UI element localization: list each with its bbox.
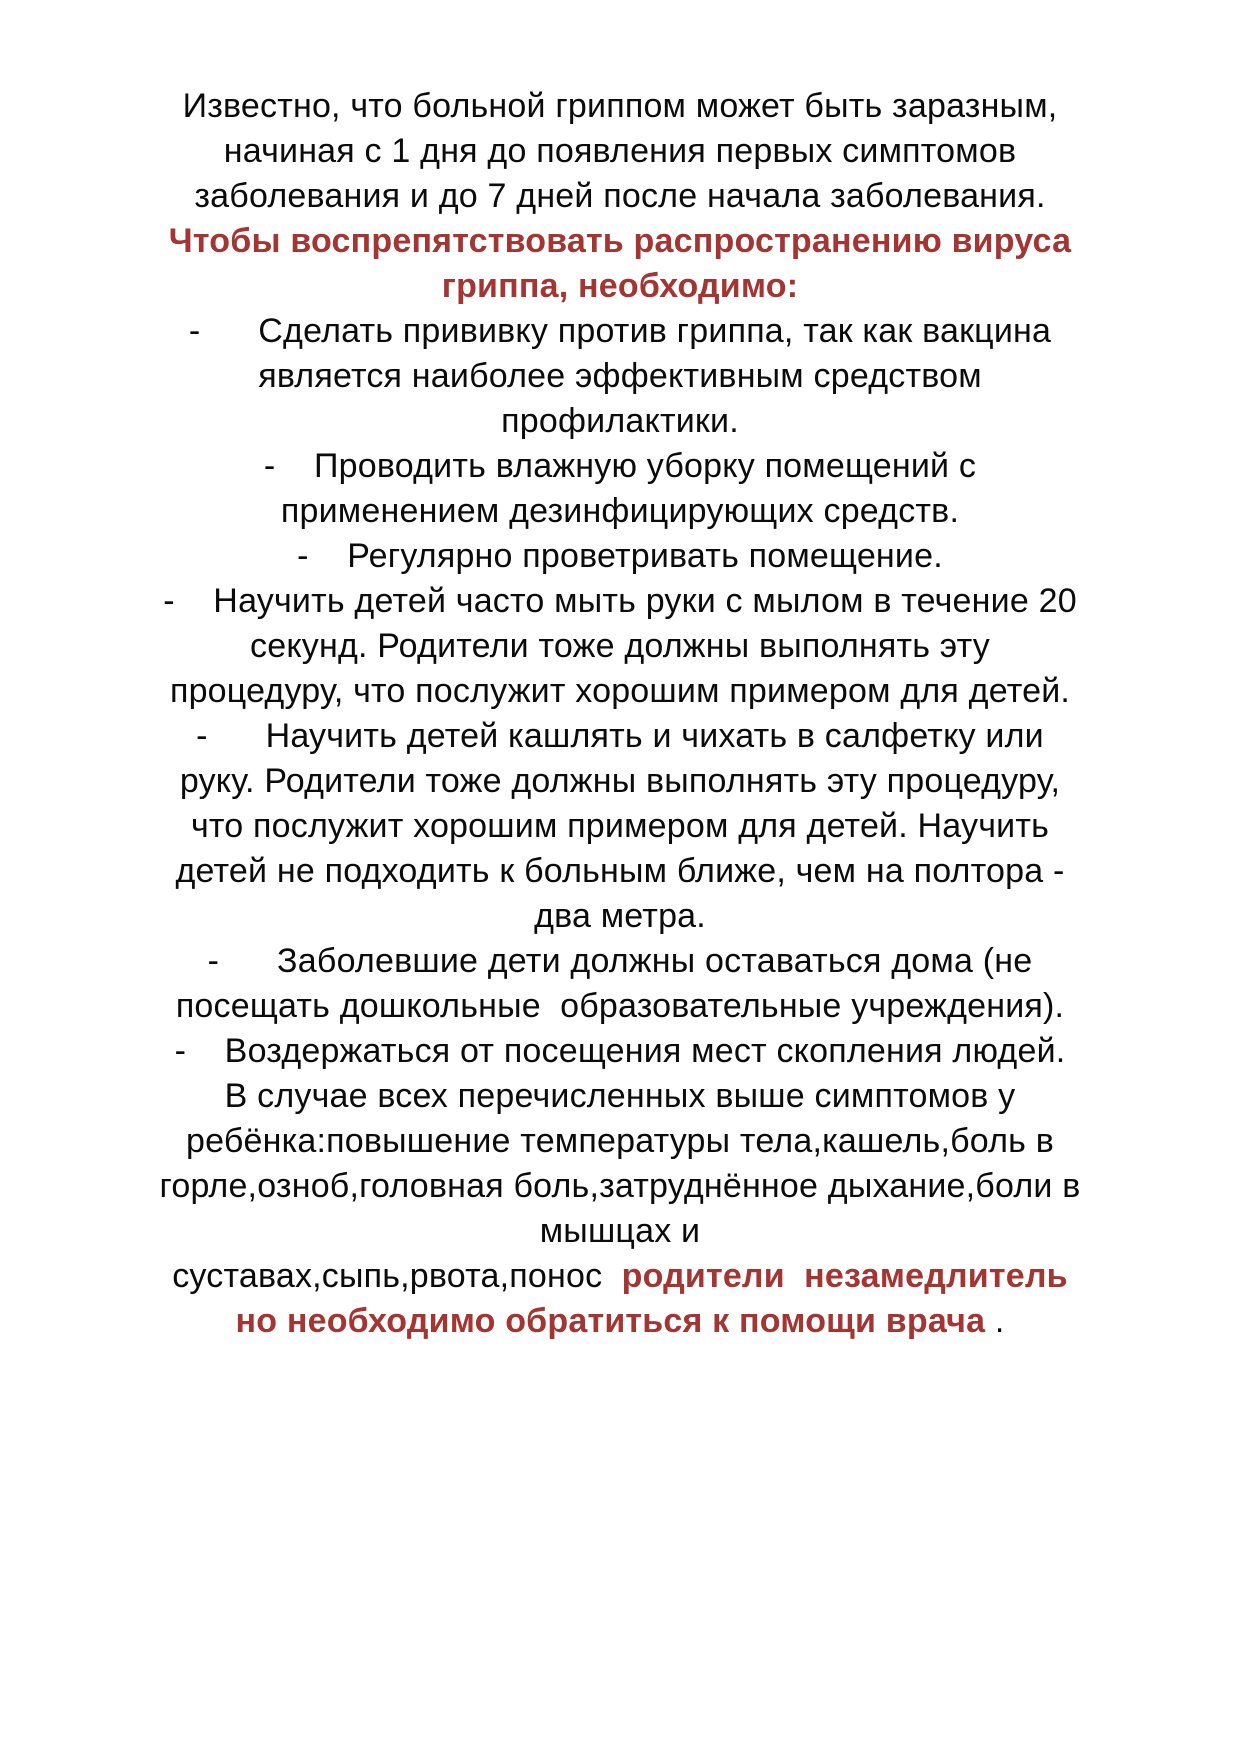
text-line <box>92 579 1148 624</box>
body-text: применением дезинфицирующих средств. <box>280 492 960 530</box>
text-line <box>92 714 1148 759</box>
text-line <box>92 444 1148 489</box>
text-line <box>92 759 1148 804</box>
body-text: секунд. Родители тоже должны выполнять эту <box>250 627 990 665</box>
text-line <box>92 624 1148 669</box>
text-line <box>92 1209 1148 1254</box>
text-line <box>92 894 1148 939</box>
text-line <box>92 1164 1148 1209</box>
body-text: что послужит хорошим примером для детей. Научить <box>190 807 1050 845</box>
text-line <box>92 849 1148 894</box>
document-body <box>92 84 1148 1344</box>
text-line <box>92 84 1148 129</box>
text-line <box>92 264 1148 309</box>
text-line <box>92 1299 1148 1344</box>
text-line <box>92 1029 1148 1074</box>
emphasis-text: гриппа, необходимо: <box>441 267 799 305</box>
text-line <box>92 1074 1148 1119</box>
body-text: горле,озноб,головная боль,затруднённое дыхание,боли в <box>159 1167 1081 1205</box>
text-line <box>92 489 1148 534</box>
body-text: начиная с 1 дня до появления первых симптомов <box>223 132 1017 170</box>
emphasis-text: но необходимо обратиться к помощи врача <box>235 1302 986 1340</box>
body-text: ребёнка:повышение температуры тела,кашель,боль в <box>186 1122 1054 1160</box>
text-line <box>92 309 1148 354</box>
body-text: Известно, что больной гриппом может быть заразным, <box>182 87 1058 125</box>
text-line <box>92 669 1148 714</box>
text-line <box>92 129 1148 174</box>
body-text: посещать дошкольные образовательные учреждения). <box>175 987 1065 1025</box>
text-line <box>92 174 1148 219</box>
body-text: суставах,сыпь,рвота,понос <box>172 1257 612 1295</box>
body-text: процедуру, что послужит хорошим примером для детей. <box>169 672 1071 710</box>
text-line <box>92 354 1148 399</box>
text-line <box>92 939 1148 984</box>
body-text: заболевания и до 7 дней после начала заболевания. <box>194 177 1046 215</box>
text-line <box>92 984 1148 1029</box>
body-text: В случае всех перечисленных выше симптомов у <box>224 1077 1016 1115</box>
text-line <box>92 1119 1148 1164</box>
body-text: мышцах и <box>539 1212 701 1250</box>
text-line <box>92 399 1148 444</box>
text-line <box>92 804 1148 849</box>
emphasis-text: родители незамедлитель <box>611 1257 1068 1295</box>
body-text: - Научить детей кашлять и чихать в салфетку или <box>196 717 1044 755</box>
body-text: - Проводить влажную уборку помещений с <box>263 447 977 485</box>
body-text: - Сделать прививку против гриппа, так как вакцина <box>188 312 1052 350</box>
text-line <box>92 219 1148 264</box>
body-text: два метра. <box>534 897 706 935</box>
body-text: детей не подходить к больным ближе, чем на полтора - <box>175 852 1065 890</box>
text-line <box>92 534 1148 579</box>
body-text: - Научить детей часто мыть руки с мылом в течение 20 <box>163 582 1077 620</box>
body-text: - Воздержаться от посещения мест скопления людей. <box>174 1032 1066 1070</box>
body-text: профилактики. <box>501 402 739 440</box>
body-text: . <box>985 1302 1005 1340</box>
body-text: является наиболее эффективным средством <box>258 357 982 395</box>
emphasis-text: Чтобы воспрепятствовать распространению вируса <box>168 222 1072 260</box>
body-text: - Регулярно проветривать помещение. <box>297 537 943 575</box>
body-text: - Заболевшие дети должны оставаться дома (не <box>207 942 1033 980</box>
body-text: руку. Родители тоже должны выполнять эту процедуру, <box>179 762 1061 800</box>
text-line <box>92 1254 1148 1299</box>
